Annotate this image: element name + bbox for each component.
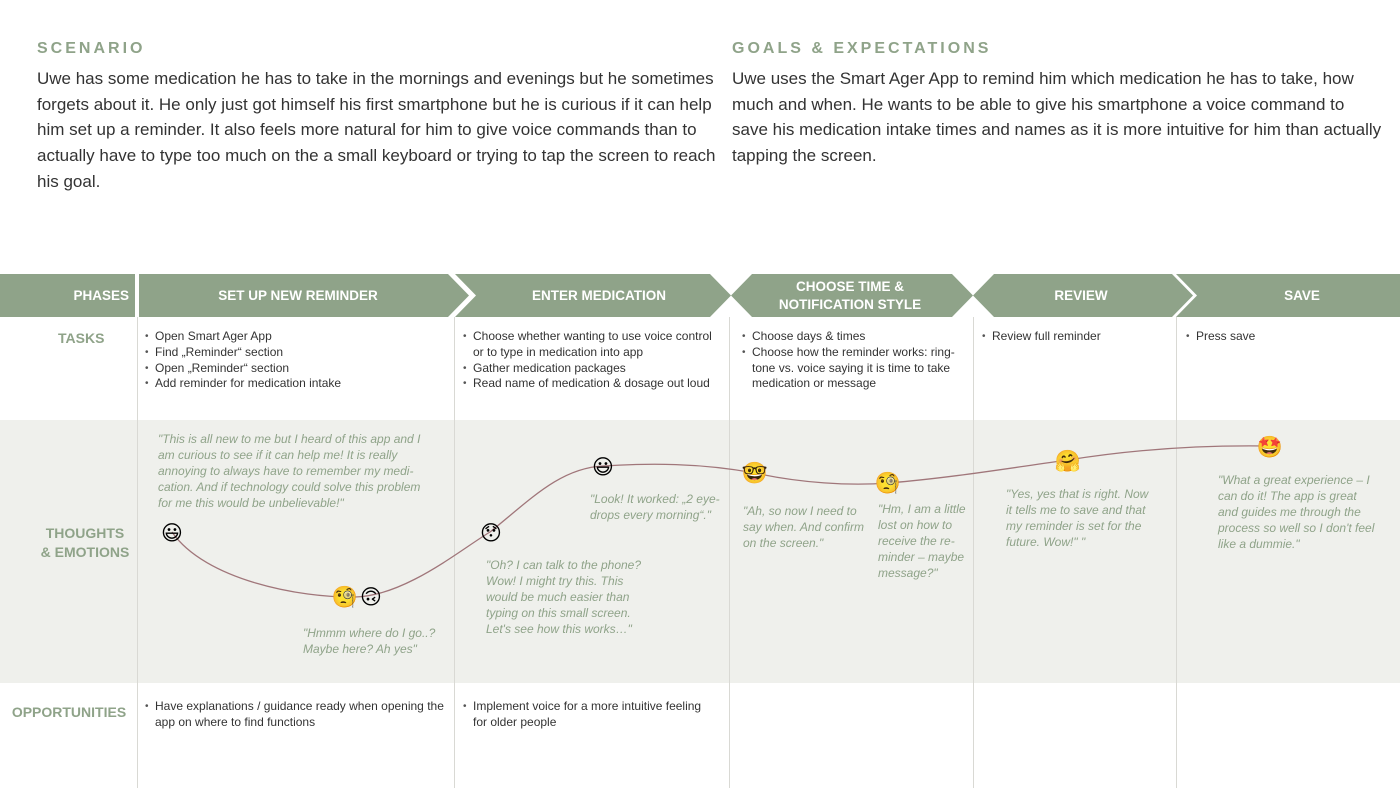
task-item: • Review full reminder [982, 329, 1170, 345]
task-item: • Choose how the reminder works: ring-tone vs. voice saying it is time to take medication or message [742, 345, 964, 392]
hushed-face-icon: 😯 [480, 522, 502, 545]
scenario-body: Uwe has some medication he has to take in the mornings and evenings but he sometimes forgets about it. He only just got himself his first smartphone but he is curious if it can help him set up a reminder. It also feels more natural for him to give voice commands than to actually have to type too much on the a small keyboard or trying to tap the screen to reach his goal. [37, 69, 716, 191]
thought-quote: "Hmmm where do I go..? Maybe here? Ah yes" [303, 626, 436, 656]
nerd-face-icon: 🤓 [741, 462, 769, 485]
thought-quote: "Oh? I can talk to the phone? Wow! I might try this. This would be much easier than typing on this small screen. Let's see how this works…" [486, 558, 642, 636]
tasks-label: TASKS [58, 330, 105, 346]
opportunities-list-enter-medication [463, 699, 703, 731]
thought-quote: "Ah, so now I need to say when. And confirm on the screen." [743, 504, 864, 550]
task-item: • Press save [1186, 329, 1386, 345]
phases-label: PHASES [73, 287, 129, 303]
grinning-face-icon: 😃 [161, 522, 183, 545]
tasks-list-enter-medication [463, 329, 715, 392]
thoughts-emotions-label: THOUGHTS & EMOTIONS [40, 525, 130, 560]
task-item: • Read name of medication & dosage out loud [463, 376, 715, 392]
upside-down-face-icon: 🙃 [360, 586, 382, 609]
thought-quote: "Hm, I am a little lost on how to receive the re-minder – maybe message?" [878, 502, 966, 580]
opportunities-label: OPPORTUNITIES [11, 704, 127, 720]
monocle-face-icon: 🧐 [874, 472, 902, 495]
tasks-list-set-up [145, 329, 445, 392]
phase-choose-time: CHOOSE TIME & NOTIFICATION STYLE [778, 278, 922, 312]
task-item: • Gather medication packages [463, 361, 715, 377]
thought-quote: "What a great experience – I can do it! The app is great and guides me through the process so well so I don't feel like a dummie." [1218, 473, 1375, 551]
task-item: • Add reminder for medication intake [145, 376, 445, 392]
scenario-title: SCENARIO [37, 40, 146, 57]
task-item: • Choose whether wanting to use voice control or to type in medication into app [463, 329, 715, 361]
hugging-face-icon: 🤗 [1054, 450, 1082, 473]
goals-title: GOALS & EXPECTATIONS [732, 40, 992, 57]
task-item: • Open „Reminder“ section [145, 361, 445, 377]
thought-quote: "This is all new to me but I heard of this app and I am curious to see if it can help me! It is really annoying to always have to remember my medi-cation. And if technology could solve this problem for me this would be unbelievable!" [158, 432, 421, 510]
task-item: • Open Smart Ager App [145, 329, 445, 345]
grinning-face-icon: 😃 [592, 456, 614, 479]
tasks-list-save [1186, 329, 1386, 345]
phase-save: SAVE [1284, 287, 1320, 303]
opportunities-list-set-up [145, 699, 445, 731]
phase-set-up-new-reminder: SET UP NEW REMINDER [218, 287, 378, 303]
phase-review: REVIEW [1054, 287, 1108, 303]
tasks-list-choose-time [742, 329, 964, 392]
star-struck-icon: 🤩 [1256, 436, 1284, 459]
goals-body: Uwe uses the Smart Ager App to remind him which medication he has to take, how much and when. He wants to be able to give his smartphone a voice command to save his medication intake times and names as it is more intuitive for him than actually tapping the screen. [732, 69, 1382, 166]
opportunity-item: • Have explanations / guidance ready when opening the app on where to find functions [145, 699, 445, 731]
phase-enter-medication: ENTER MEDICATION [532, 287, 666, 303]
task-item: • Choose days & times [742, 329, 964, 345]
thought-quote: "Look! It worked: „2 eye-drops every morning“." [590, 492, 720, 522]
thought-quote: "Yes, yes that is right. Now it tells me to save and that my reminder is set for the future. Wow!" " [1006, 487, 1149, 549]
tasks-list-review [982, 329, 1170, 345]
opportunity-item: • Implement voice for a more intuitive feeling for older people [463, 699, 703, 731]
monocle-face-icon: 🧐 [331, 586, 359, 609]
task-item: • Find „Reminder“ section [145, 345, 445, 361]
